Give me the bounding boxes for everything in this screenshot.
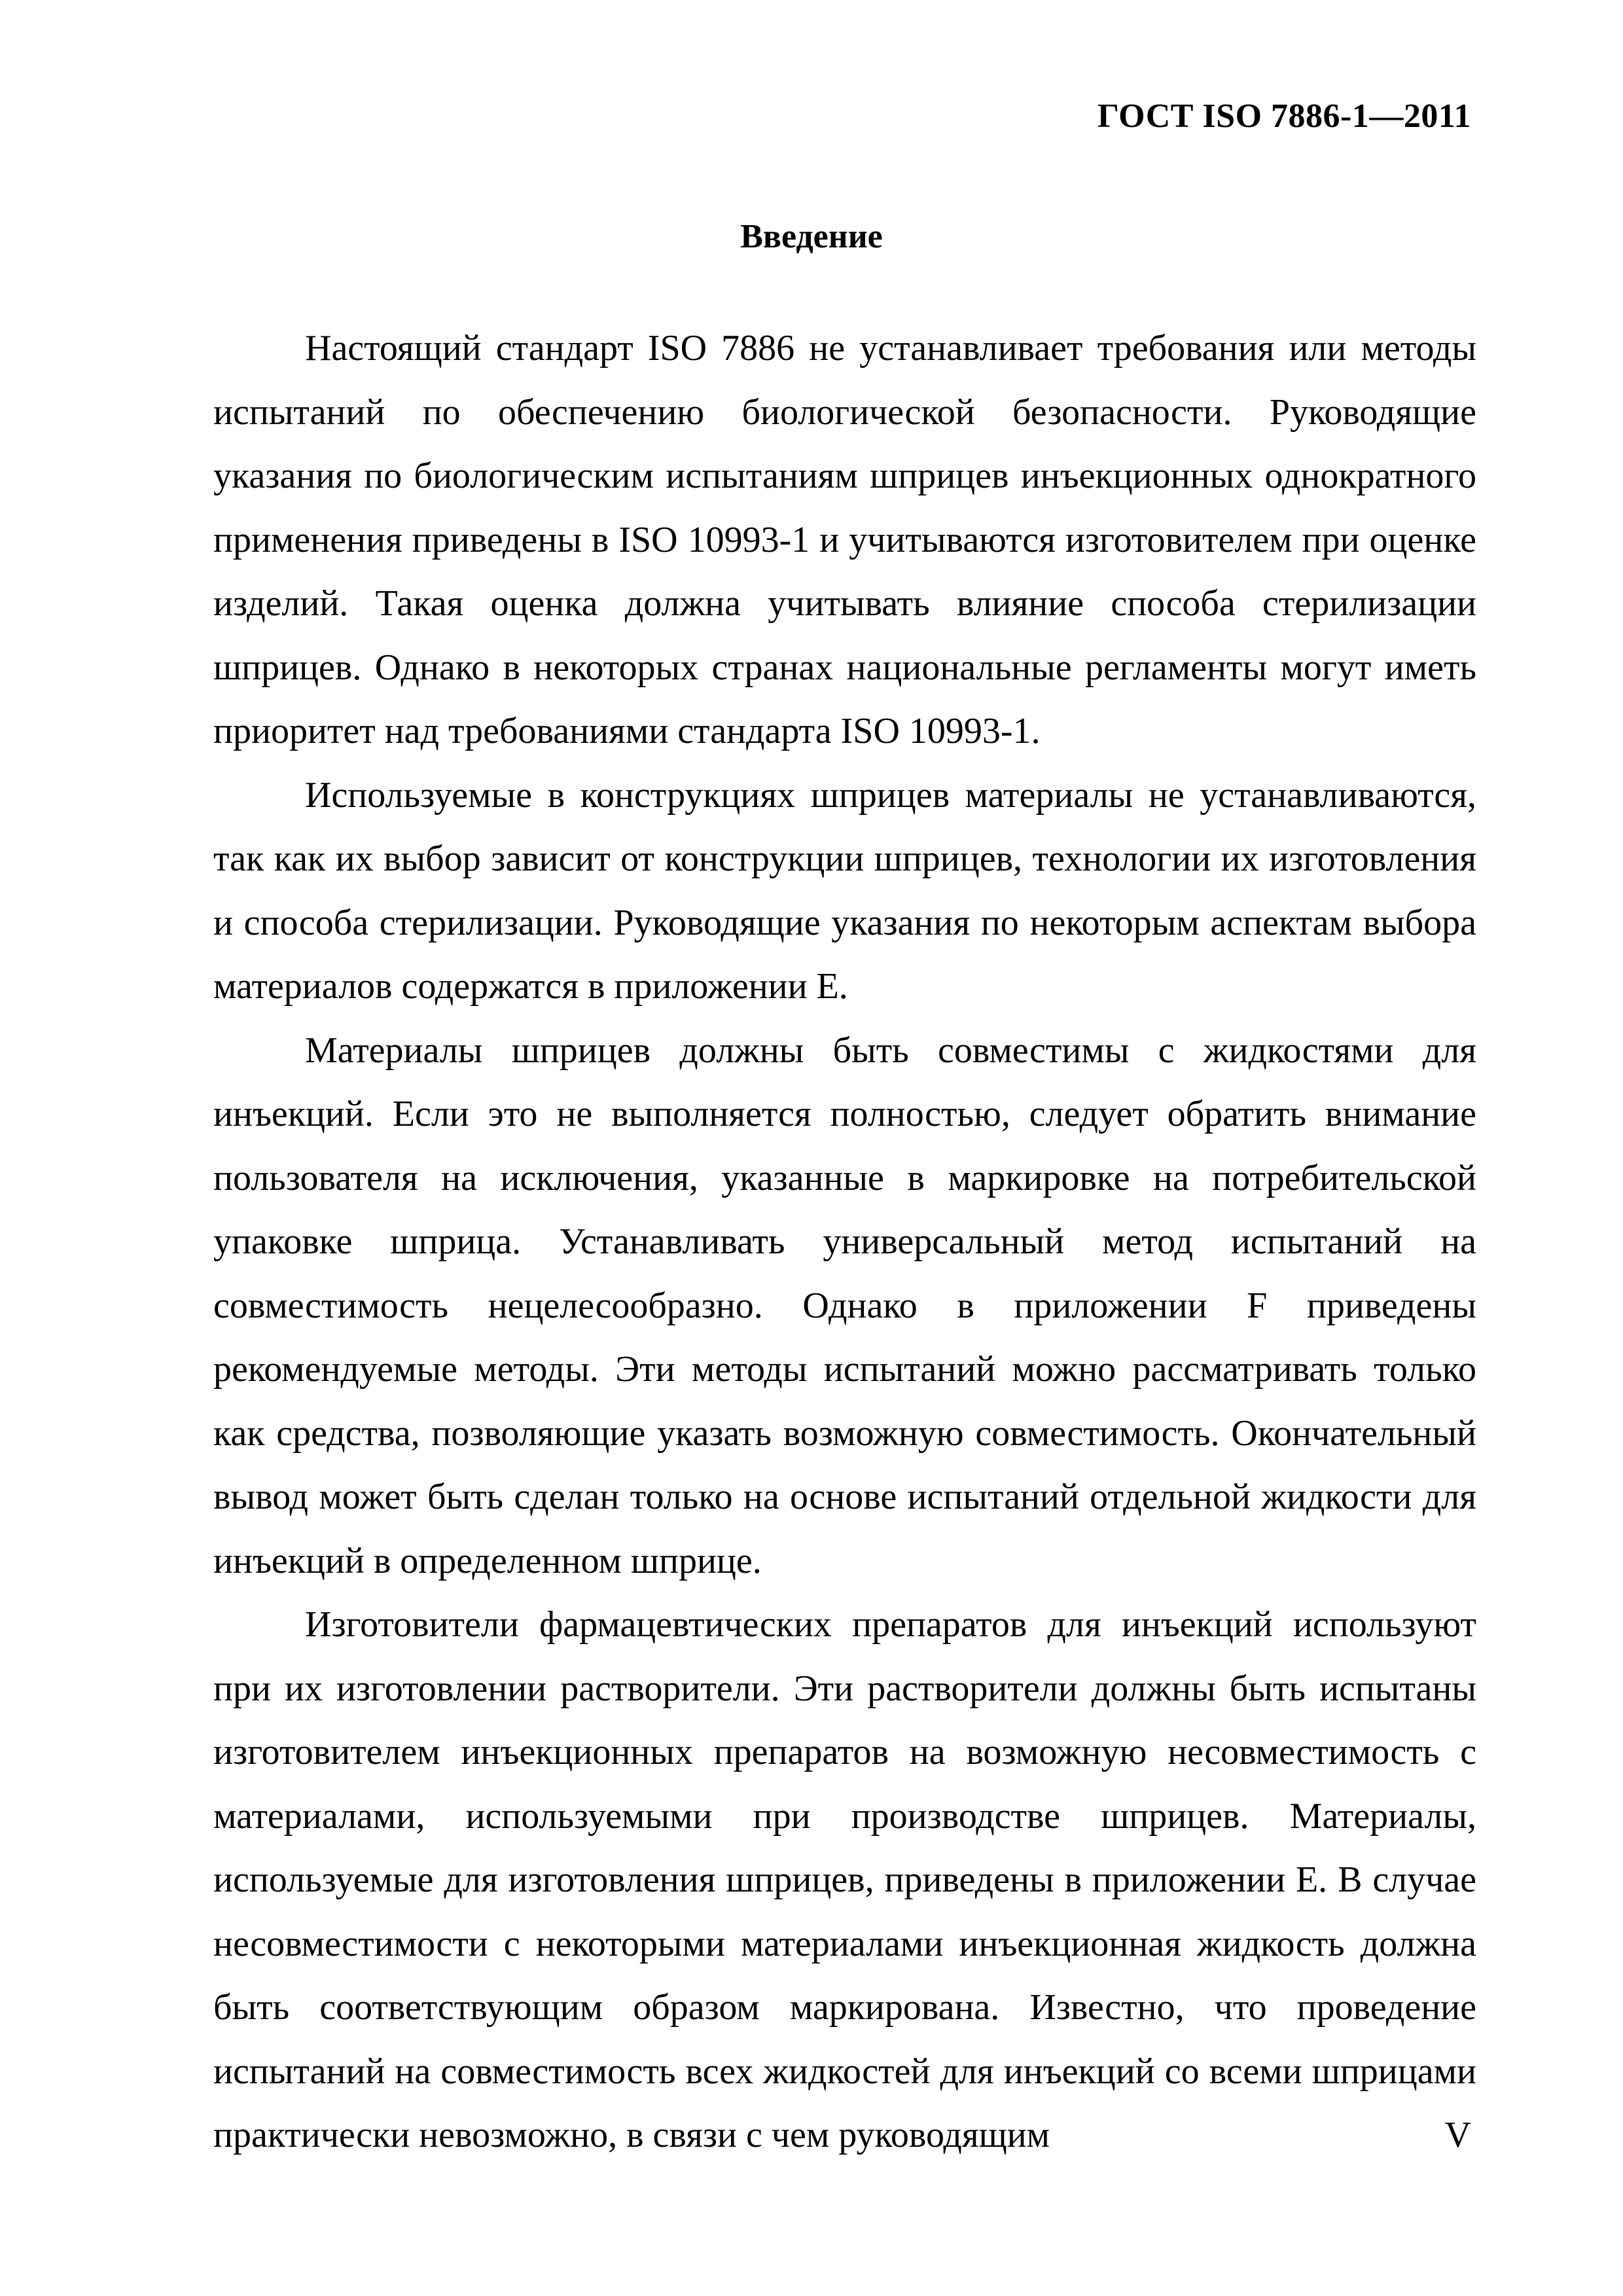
document-designation: ГОСТ ISO 7886-1—2011 xyxy=(1097,98,1471,135)
paragraph-1: Настоящий стандарт ISO 7886 не устанавливает требования или методы испытаний по обеспечению биологической безопасности. Руководящие указания по биологическим испытаниям шприцев инъекционных однократного применения приведены в ISO 10993-1 и учитываются изготовителем при оценке изделий. Такая оценка должна учитывать влияние способа стерилизации шприцев. Однако в некоторых странах национальные регламенты могут иметь приоритет над требованиями стандарта ISO 10993-1. xyxy=(213,328,1476,751)
body-text xyxy=(213,317,1476,2168)
paragraph-3: Материалы шприцев должны быть совместимы с жидкостями для инъекций. Если это не выполняется полностью, следует обратить внимание пользователя на исключения, указанные в маркировке на потребительской упаковке шприца. Устанавливать универсальный метод испытаний на совместимость нецелесообразно. Однако в приложении F приведены рекомендуемые методы. Эти методы испытаний можно рассматривать только как средства, позволяющие указать возможную совместимость. Окончательный вывод может быть сделан только на основе испытаний отдельной жидкости для инъекций в определенном шприце. xyxy=(213,1030,1476,1581)
paragraph-2: Используемые в конструкциях шприцев материалы не устанавливаются, так как их выбор зависит от конструкции шприцев, технологии их изготовления и способа стерилизации. Руководящие указания по некоторым аспектам выбора материалов содержатся в приложении Е. xyxy=(213,774,1476,1007)
page-number: V xyxy=(1444,2115,1471,2155)
section-title: Введение xyxy=(740,218,883,255)
paragraph-4: Изготовители фармацевтических препаратов для инъекций используют при их изготовлении растворители. Эти растворители должны быть испытаны изготовителем инъекционных препаратов на возможную несовместимость с материалами, используемыми при производстве шприцев. Материалы, используемые для изготовления шприцев, приведены в приложении Е. В случае несовместимости с некоторыми материалами инъекционная жидкость должна быть соответствующим образом маркирована. Известно, что проведение испытаний на совместимость всех жидкостей для инъекций со всеми шприцами практически невозможно, в связи с чем руководящим xyxy=(213,1604,1476,2155)
